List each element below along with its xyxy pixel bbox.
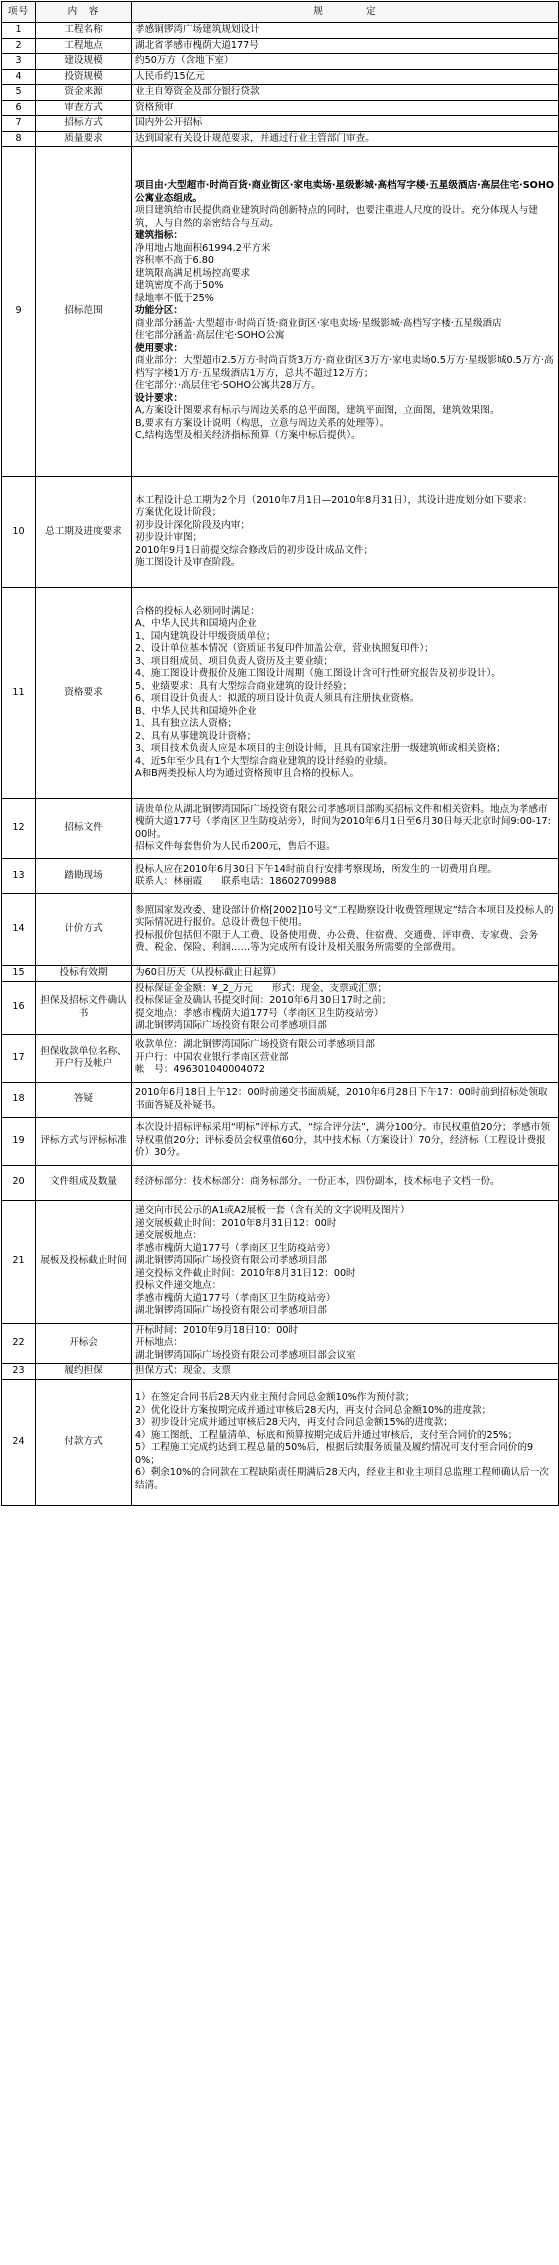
provision-line: 担保方式：现金、支票 [135,1365,231,1376]
header-provision: 规 定 [132,2,559,23]
provision-line: 容积率不高于6.80 [135,255,214,267]
item-title: 履约担保 [36,1364,132,1380]
item-title: 资格要求 [36,588,132,799]
provision-line: 业主自筹资金及部分银行贷款 [135,86,260,97]
item-number: 1 [2,23,36,39]
provision-line: 方案优化设计阶段； [135,507,222,518]
provision-line: 人民币约15亿元 [135,70,205,82]
table-row [2,85,559,101]
provision-line: B、中华人民共和国境外企业 [135,705,257,717]
provision-line: 帐 号：496301040004072 [135,1064,265,1076]
provision-line: 提交地点：孝感市槐荫大道177号（孝南区卫生防疫站旁） [135,1007,384,1019]
item-number: 11 [2,588,36,799]
item-title: 计价方式 [36,894,132,966]
provision-line: 4、近5年至少具有1个大型综合商业建筑的设计经验的业绩。 [135,755,394,767]
item-provision [132,85,559,101]
header-content: 内 容 [36,2,132,23]
item-number: 12 [2,799,36,859]
bid-requirements-table [1,1,559,1506]
provision-line: 湖北铜锣湾国际广场投资有限公司孝感项目部 [135,1020,327,1031]
item-provision [132,859,559,894]
item-provision [132,1165,559,1200]
table-row [2,116,559,132]
provision-line: 投标报价包括但不限于人工费、设备使用费、办公费、住宿费、交通费、评审费、专家费、会务费、税金、保险、利润……等为完成所有设计及相关服务所需要的全部费用。 [135,929,538,953]
provision-line: 参照国家发改委、建设部计价格[2002]10号文“工程勘察设计收费管理规定”结合本项目及投标人的实际情况进行报价。总设计费包干使用。 [135,904,554,928]
table-row [2,1165,559,1200]
table-row [2,100,559,116]
item-title: 开标会 [36,1323,132,1364]
item-provision [132,1323,559,1364]
provision-line: 1）在签定合同书后28天内业主预付合同总金额10%作为预付款； [135,1392,415,1403]
provision-line: 本工程设计总工期为2个月（2010年7月1日—2010年8月31日），其设计进度划分如下要求： [135,494,533,506]
provision-line: 使用要求： [135,342,183,354]
provision-line: 1、具有独立法人资格； [135,718,238,729]
provision-line: 1、国内建筑设计甲级资质单位； [135,630,276,642]
item-number: 9 [2,147,36,477]
provision-line: 资格预审 [135,101,174,113]
item-number: 20 [2,1165,36,1200]
provision-line: 收款单位：湖北铜锣湾国际广场投资有限公司孝感项目部 [135,1039,375,1051]
provision-line: B,要求有方案设计说明（构思，立意与周边关系的处理等）。 [135,417,390,429]
item-number: 10 [2,477,36,588]
provision-line: 孝感铜锣湾广场建筑规划设计 [135,24,260,35]
provision-line: 湖北铜锣湾国际广场投资有限公司孝感项目部 [135,1305,327,1317]
item-provision [132,100,559,116]
item-provision [132,38,559,54]
item-provision [132,23,559,39]
item-title: 工程地点 [36,38,132,54]
provision-line: 孝感市槐荫大道177号（孝南区卫生防疫站旁） [135,1292,336,1304]
table-row [2,1082,559,1117]
item-number: 16 [2,981,36,1034]
table-header-row [2,2,559,23]
provision-line: 湖北省孝感市槐荫大道177号 [135,39,259,51]
item-number: 18 [2,1082,36,1117]
item-number: 4 [2,69,36,85]
item-title: 资金来源 [36,85,132,101]
provision-line: 项目由·大型超市·时尚百货·商业街区·家电卖场·星级影城·高档写字楼·五星级酒店·高层住宅·SOHO公寓业态组成。 [135,180,555,204]
provision-line: 2010年6月18日上午12：00时前递交书面质疑，2010年6月28日下午17：00时前到招标处领取书面答疑及补疑书。 [135,1087,548,1111]
table-row [2,54,559,70]
provision-line: 开标时间：2010年9月18日10：00时 [135,1324,299,1336]
provision-line: 住宅部分：·高层住宅·SOHO公寓共28万方。 [135,380,321,392]
item-title: 付款方式 [36,1379,132,1505]
item-title: 建设规模 [36,54,132,70]
provision-line: 孝感市槐荫大道177号（孝南区卫生防疫站旁） [135,1242,336,1254]
provision-line: 约50万方（含地下室） [135,55,234,66]
provision-line: 投标文件递交地点： [135,1280,222,1292]
provision-line: 2010年9月1日前提交综合修改后的初步设计成品文件； [135,544,374,556]
item-title: 审查方式 [36,100,132,116]
item-provision [132,54,559,70]
provision-line: 湖北铜锣湾国际广场投资有限公司孝感项目部 [135,1255,327,1267]
item-title: 评标方式与评标标准 [36,1117,132,1165]
provision-line: 国内外公开招标 [135,117,203,128]
table-row [2,147,559,477]
provision-line: 递交投标文件截止时间：2010年8月31日12：00时 [135,1267,356,1279]
provision-line: 3、项目组成员、项目负责人资历及主要业绩； [135,655,333,667]
provision-line: A,方案设计图要求有标示与周边关系的总平面图，建筑平面图，立面图，建筑效果图。 [135,405,500,417]
item-provision [132,966,559,982]
item-provision [132,69,559,85]
item-number: 8 [2,131,36,147]
header-item-no: 项号 [2,2,36,23]
table-row [2,1200,559,1323]
table-row [2,477,559,588]
table-row [2,894,559,966]
provision-line: 投标保证金金额：¥_2_万元 形式：现金、支票或汇票； [135,982,388,994]
provision-line: 建筑指标： [135,230,183,242]
provision-line: 6、项目设计负责人：拟派的项目设计负责人须具有注册执业资格。 [135,693,420,704]
provision-line: 递交向市民公示的A1或A2展板一套（含有关的文字说明及图片） [135,1205,410,1217]
provision-line: 3、项目技术负责人应是本项目的主创设计师，且具有国家注册一级建筑师或相关资格； [135,743,506,754]
provision-line: 投标保证金及确认书提交时间：2010年6月30日17时之前； [135,995,392,1006]
provision-line: 功能分区： [135,305,183,317]
table-row [2,131,559,147]
provision-line: 开户行：中国农业银行孝南区营业部 [135,1051,289,1063]
table-row [2,981,559,1034]
provision-line: 2）优化设计方案按期完成并通过审核后28天内，再支付合同总金额10%的进度款； [135,1404,492,1416]
provision-line: 经济标部分：技术标部分：商务标部分。一份正本，四份副本，技术标电子文档一份。 [135,1176,500,1188]
provision-line: 开标地点： [135,1337,183,1348]
provision-line: 初步设计深化阶段及内审； [135,519,251,531]
item-number: 5 [2,85,36,101]
item-provision [132,147,559,477]
item-title: 担保及招标文件确认书 [36,981,132,1034]
item-title: 担保收款单位名称、开户行及帐户 [36,1034,132,1082]
provision-line: 3）初步设计完成并通过审核后28天内，再支付合同总金额15%的进度款； [135,1417,453,1428]
provision-line: 2、具有从事建筑设计资格； [135,730,257,742]
provision-line: 为60日历天（从投标截止日起算） [135,967,282,978]
item-number: 13 [2,859,36,894]
provision-line: 6）剩余10%的合同款在工程缺陷责任期满后28天内，经业主和业主项目总监理工程师确认后一次结清。 [135,1467,549,1491]
provision-line: 达到国家有关设计规范要求，并通过行业主管部门审查。 [135,132,375,144]
item-provision [132,1034,559,1082]
item-provision [132,588,559,799]
provision-line: 湖北铜锣湾国际广场投资有限公司孝感项目部会议室 [135,1349,356,1361]
table-row [2,38,559,54]
item-title: 工程名称 [36,23,132,39]
provision-line: 商业部分：大型超市2.5万方·时尚百货3万方·商业街区3万方·家电卖场0.5万方·星级影城0.5万方·高档写字楼1万方·五星级酒店1万方，总共不超过12万方； [135,355,554,379]
item-number: 19 [2,1117,36,1165]
provision-line: 商业部分涵盖·大型超市·时尚百货·商业街区·家电卖场·星级影城·高档写字楼·五星级酒店 [135,317,502,329]
item-title: 投资规模 [36,69,132,85]
item-number: 23 [2,1364,36,1380]
item-provision [132,1364,559,1380]
table-row [2,23,559,39]
table-row [2,1364,559,1380]
provision-line: A和B两类投标人均为通过资格预审且合格的投标人。 [135,768,360,779]
provision-line: 递交展板地点： [135,1230,203,1242]
provision-line: 投标人应在2010年6月30日下午14时前自行安排考察现场，所发生的一切费用自理。 [135,863,497,875]
item-title: 展板及投标截止时间 [36,1200,132,1323]
item-number: 21 [2,1200,36,1323]
item-title: 投标有效期 [36,966,132,982]
item-title: 招标方式 [36,116,132,132]
item-title: 招标文件 [36,799,132,859]
provision-line: 请贵单位从湖北铜锣湾国际广场投资有限公司孝感项目部购买招标文件和相关资料。地点为孝感市槐荫大道177号（孝南区卫生防疫站旁），时间为2010年6月1日至6月30日每天北京时间9:00-17:00时。 [135,803,551,840]
item-title: 文件组成及数量 [36,1165,132,1200]
provision-line: 递交展板截止时间：2010年8月31日12：00时 [135,1217,337,1229]
provision-line: 施工图设计及审查阶段。 [135,557,241,568]
table-row [2,859,559,894]
table-row [2,1379,559,1505]
item-provision [132,131,559,147]
item-provision [132,799,559,859]
provision-line: A、中华人民共和国境内企业 [135,618,257,629]
provision-line: 4、施工图设计费报价及施工图设计周期（施工图设计含可行性研究报告及初步设计）。 [135,668,501,679]
table-row [2,799,559,859]
item-provision [132,1379,559,1505]
item-number: 7 [2,116,36,132]
provision-line: 净用地占地面积61994.2平方米 [135,242,271,254]
provision-line: 招标文件每套售价为人民币200元，售后不退。 [135,841,336,852]
item-title: 踏勘现场 [36,859,132,894]
item-title: 总工期及进度要求 [36,477,132,588]
item-provision [132,1082,559,1117]
table-row [2,1323,559,1364]
item-number: 6 [2,100,36,116]
item-number: 3 [2,54,36,70]
provision-line: 项目建筑给市民提供商业建筑时尚创新特点的同时，也要注重进人尺度的设计。充分体现人与建筑，人与自然的亲密结合与互动。 [135,205,538,229]
provision-line: 2、设计单位基本情况（资质证书复印件加盖公章，营业执照复印件）； [135,643,434,654]
item-provision [132,1117,559,1165]
item-number: 17 [2,1034,36,1082]
item-number: 15 [2,966,36,982]
provision-line: 住宅部分涵盖·高层住宅·SOHO公寓 [135,330,285,342]
table-row [2,588,559,799]
table-row [2,1034,559,1082]
provision-line: 5、业绩要求：具有大型综合商业建筑的设计经验； [135,680,353,692]
provision-line: 联系人：林丽霞 联系电话：18602709988 [135,876,337,887]
item-number: 2 [2,38,36,54]
provision-line: 建筑限高满足机场控高要求 [135,267,251,279]
item-title: 质量要求 [36,131,132,147]
item-provision [132,1200,559,1323]
provision-line: 合格的投标人必须同时满足： [135,605,260,617]
provision-line: 建筑密度不高于50% [135,280,224,292]
item-number: 22 [2,1323,36,1364]
item-provision [132,477,559,588]
table-row [2,1117,559,1165]
item-provision [132,116,559,132]
provision-line: 4）施工图纸、工程量清单、标底和预算按期完成后并通过审核后，支付至合同价的25%； [135,1429,518,1441]
table-row [2,69,559,85]
item-number: 24 [2,1379,36,1505]
item-title: 答疑 [36,1082,132,1117]
provision-line: 本次设计招标评标采用“明标”评标方式，“综合评分法”，满分100分。市民权重值20分；孝感市领导权重值20分；评标委员会权重值60分，其中技术标（方案设计）70分，经济标（工程设计费报价）30分。 [135,1122,550,1159]
item-provision [132,894,559,966]
table-row [2,966,559,982]
item-provision [132,981,559,1034]
item-title: 招标范围 [36,147,132,477]
provision-line: 设计要求： [135,392,183,404]
provision-line: 绿地率不低于25% [135,292,214,304]
provision-line: 初步设计审图； [135,532,203,543]
provision-line: C,结构选型及相关经济指标预算（方案中标后提供）。 [135,430,361,442]
provision-line: 5）工程施工完成约达到工程总量的50%后，根据后续服务质量及履约情况可支付至合同价的90%； [135,1442,534,1466]
item-number: 14 [2,894,36,966]
